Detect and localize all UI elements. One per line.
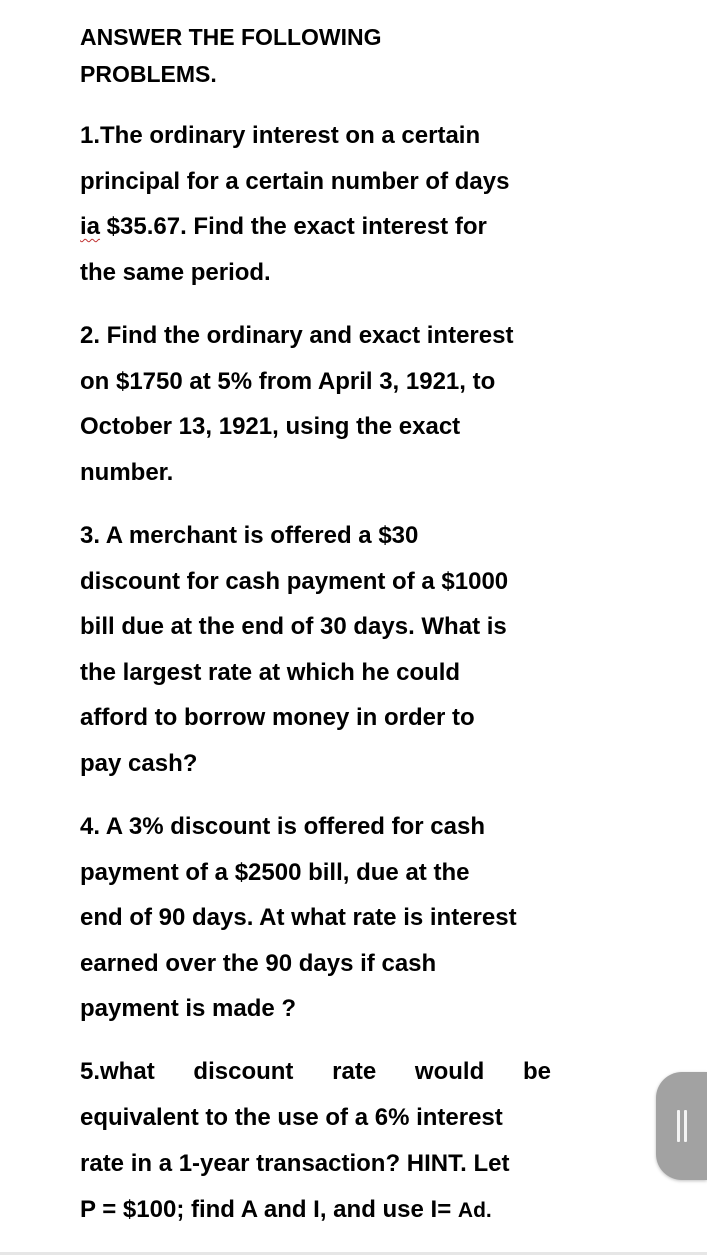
problem-1-line-4: the same period. xyxy=(80,259,271,286)
problem-2-line-4: number. xyxy=(80,459,174,486)
problem-2-line-1: 2. Find the ordinary and exact interest xyxy=(80,322,514,349)
problem-5-line-4 xyxy=(80,1195,492,1226)
problem-4-line-3: end of 90 days. At what rate is interest xyxy=(80,904,517,931)
problem-2-line-2: on $1750 at 5% from April 3, 1921, to xyxy=(80,368,496,395)
problem-4-line-2: payment of a $2500 bill, due at the xyxy=(80,859,470,886)
problem-3-line-4: the largest rate at which he could xyxy=(80,659,461,686)
grip-bar-icon xyxy=(677,1110,680,1142)
problem-3-line-6: pay cash? xyxy=(80,750,198,777)
side-scroll-handle[interactable] xyxy=(656,1072,707,1180)
problem-5-word: be xyxy=(522,1058,551,1085)
problem-2-line-3: October 13, 1921, using the exact xyxy=(80,413,461,440)
problem-5-word: 5.what xyxy=(80,1058,155,1085)
problem-5-word: rate xyxy=(332,1058,377,1085)
problem-3-line-5: afford to borrow money in order to xyxy=(80,704,475,731)
problem-5-word: would xyxy=(414,1058,485,1085)
problem-5-word: discount xyxy=(193,1058,294,1085)
heading-line-1: ANSWER THE FOLLOWING xyxy=(80,24,382,50)
problem-3-line-1: 3. A merchant is offered a $30 xyxy=(80,522,419,549)
heading-line-2: PROBLEMS. xyxy=(80,61,217,87)
problem-5-line-3: rate in a 1-year transaction? HINT. Let xyxy=(80,1150,510,1177)
problem-5-line-4-main: P = $100; find A and I, and use I= xyxy=(80,1196,458,1223)
problem-1-line-3 xyxy=(80,212,487,242)
problem-3-line-2: discount for cash payment of a $1000 xyxy=(80,568,509,595)
problem-5-line-4-tail: Ad. xyxy=(457,1199,492,1222)
spelling-error-word[interactable]: ia xyxy=(80,213,101,240)
problem-3-line-3: bill due at the end of 30 days. What is xyxy=(80,613,507,640)
problem-4-line-5: payment is made ? xyxy=(80,995,297,1022)
problem-1-line-1: 1.The ordinary interest on a certain xyxy=(80,122,481,149)
problem-1-line-3-rest: $35.67. Find the exact interest for xyxy=(100,213,487,240)
problem-4-line-1: 4. A 3% discount is offered for cash xyxy=(80,813,485,840)
problem-4-line-4: earned over the 90 days if cash xyxy=(80,950,437,977)
grip-bar-icon xyxy=(684,1110,687,1142)
problem-5-line-1 xyxy=(80,1057,551,1087)
problem-5-line-2: equivalent to the use of a 6% interest xyxy=(80,1104,503,1131)
problem-1-line-2: principal for a certain number of days xyxy=(80,168,510,195)
